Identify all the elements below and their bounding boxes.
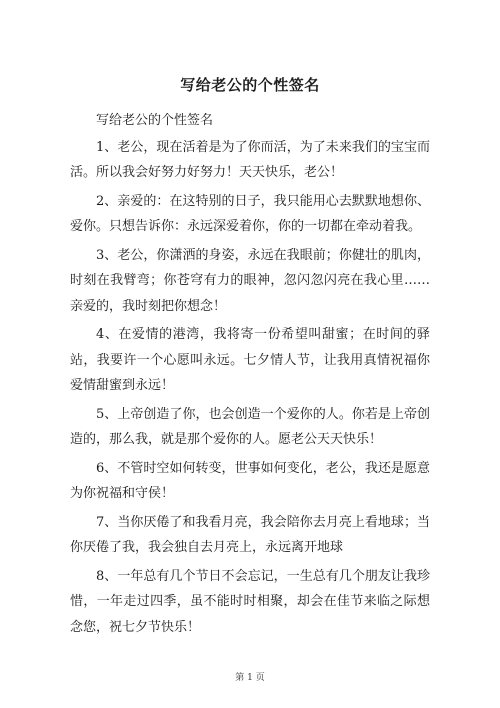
page-number: 第 1 页 xyxy=(235,673,265,683)
document-subtitle: 写给老公的个性签名 xyxy=(96,113,214,128)
paragraph-8: 8、一年总有几个节日不会忘记，一生总有几个朋友让我珍惜，一年走过四季，虽不能时时相聚，却会在佳节来临之际想念您，祝七夕节快乐！ xyxy=(70,568,430,635)
paragraph-1: 1、老公，现在活着是为了你而活，为了未来我们的宝宝而活。所以我会好努力好努力！天天快乐，老公！ xyxy=(70,139,430,180)
document-body xyxy=(70,108,430,643)
page-title: 写给老公的个性签名 xyxy=(180,76,320,94)
paragraph-3: 3、老公，你潇洒的身姿，永远在我眼前；你健壮的肌肉，时刻在我臂弯；你苍穹有力的眼神，忽闪忽闪亮在我心里……亲爱的，我时刻把你想念！ xyxy=(70,247,430,314)
paragraph-2: 2、亲爱的：在这特别的日子，我只能用心去默默地想你、爱你。只想告诉你：永远深爱着你，你的一切都在牵动着我。 xyxy=(70,193,430,234)
paragraph-4: 4、在爱情的港湾，我将寄一份希望叫甜蜜；在时间的驿站，我要许一个心愿叫永远。七夕情人节，让我用真情祝福你爱情甜蜜到永远！ xyxy=(70,327,430,393)
paragraph-7: 7、当你厌倦了和我看月亮，我会陪你去月亮上看地球；当你厌倦了我，我会独自去月亮上，永远离开地球 xyxy=(70,514,430,555)
paragraph-5: 5、上帝创造了你，也会创造一个爱你的人。你若是上帝创造的，那么我，就是那个爱你的人。愿老公天天快乐！ xyxy=(70,406,430,447)
paragraph-6: 6、不管时空如何转变，世事如何变化，老公，我还是愿意为你祝福和守侯！ xyxy=(70,460,430,501)
